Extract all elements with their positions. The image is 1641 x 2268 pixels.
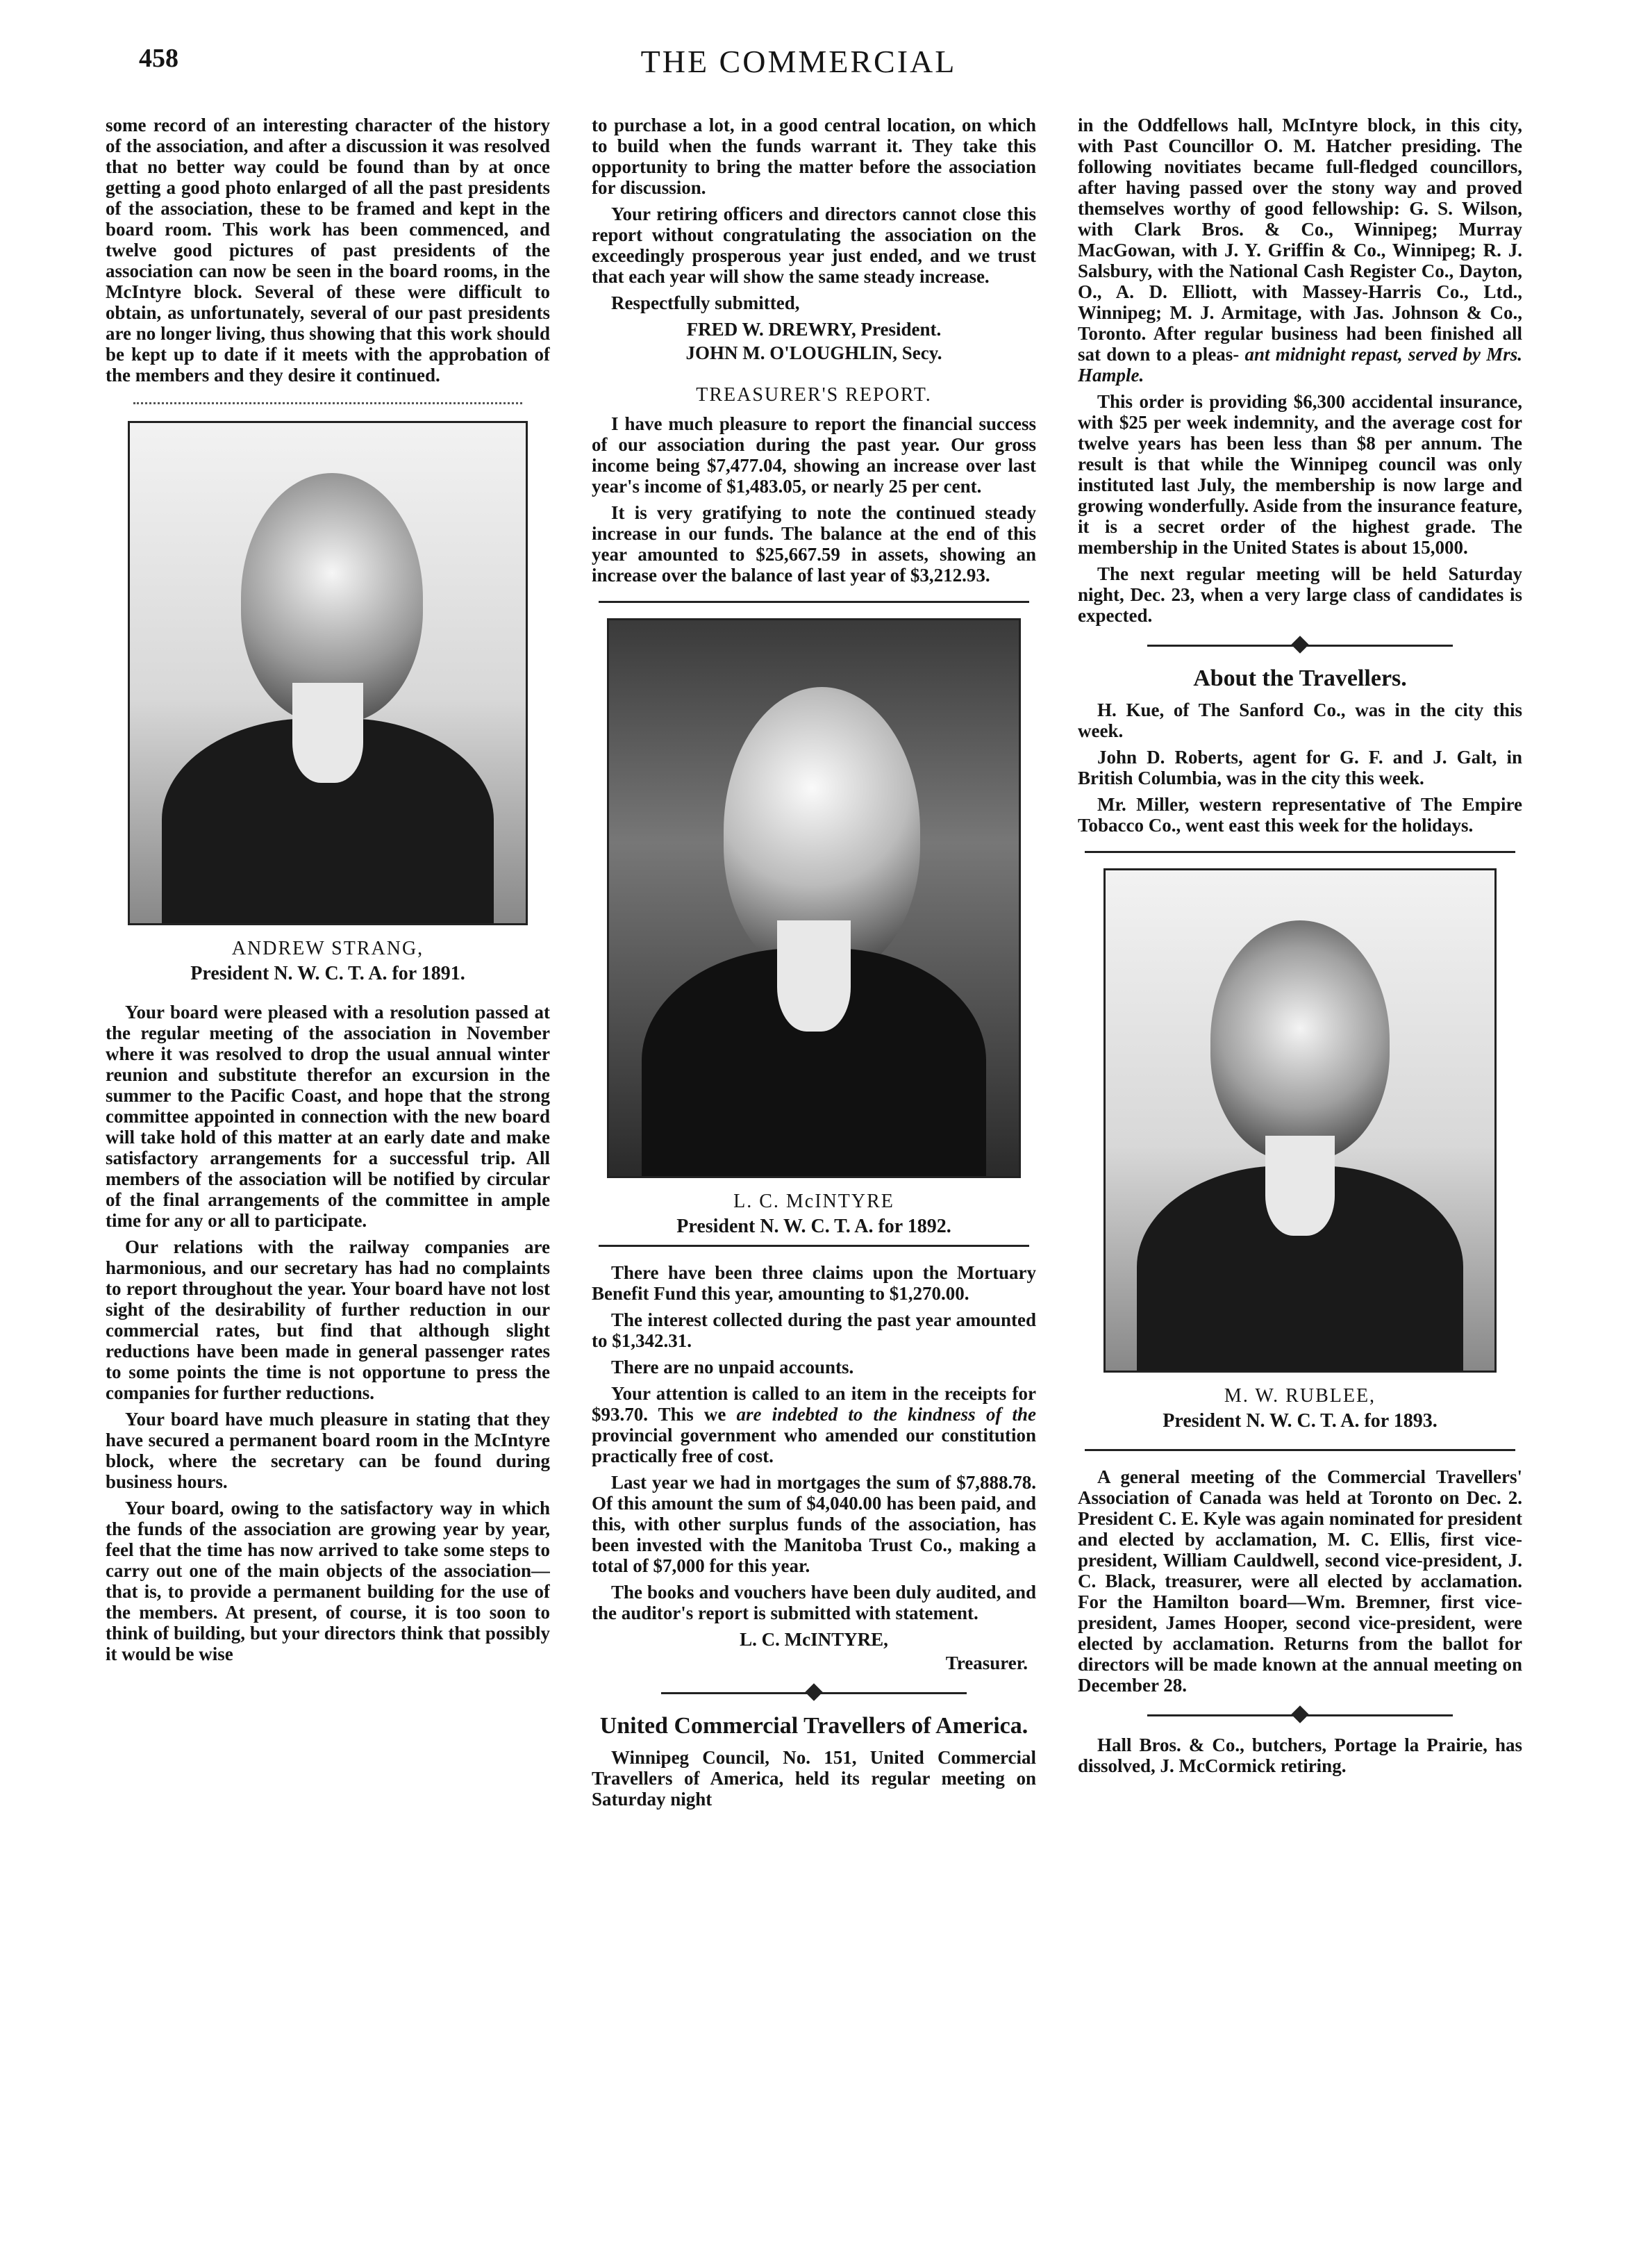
text-run: provincial government who amended our constitution practically free of cost. [592,1425,1036,1466]
section-heading-travellers: About the Travellers. [1193,665,1407,691]
paragraph: to purchase a lot, in a good central location, on which to build when the funds warrant it. They take this opportunity to bring the matter before the association for discussion. [592,115,1036,198]
paragraph: It is very gratifying to note the continued steady increase in our funds. The balance at the end of this year amounted to $25,667.59 in assets, showing an increase over the balance of last year of $3,212.93. [592,502,1036,586]
ornament-divider [1147,1708,1453,1722]
text-run: in the Oddfellows hall, McIntyre block, in this city, with Past Councillor O. M. Hatcher presiding. The following novitiates became full-fledged councillors, after having passed over the stony way and proved themselves worthy of good fellowship: G. S. Wilson, with Clark Bros. & Co., Winnipeg; Murray MacGowan, with J. Y. Griffin & Co., Winnipeg; R. J. Salsbury, with the National Cash Register Co., Dayton, O., A. D. Elliott, with Massey-Harris Co., Ltd., Winnipeg; M. J. Armitage, with Jas. Johnson & Co., Toronto. After regular business had been finished all sat down to a pleas- [1078,115,1522,365]
caption-name: L. C. McINTYRE [733,1191,894,1212]
portrait-collar [292,683,364,783]
paragraph: There are no unpaid accounts. [611,1357,854,1377]
section-heading-treasurer: TREASURER'S REPORT. [696,384,932,406]
paragraph: The interest collected during the past year amounted to $1,342.31. [592,1309,1036,1351]
portrait-head [1210,920,1390,1161]
paragraph: Last year we had in mortgages the sum of $7,888.78. Of this amount the sum of $4,040.00 has been paid, and this, with other surplus funds of the association, has been invested with the Manitoba Trust Co., making a total of $7,000 for this year. [592,1472,1036,1576]
paragraph: Mr. Miller, western representative of The Empire Tobacco Co., went east this week for the holidays. [1078,794,1522,836]
paragraph [592,1383,1036,1466]
text-run: Your attention is called to an item in the receipts for $93.70. This we [592,1383,1036,1425]
caption-name: ANDREW STRANG, [231,938,424,959]
portrait-collar [1265,1136,1335,1236]
divider [599,601,1029,603]
portrait-collar [777,920,851,1032]
portrait-andrew-strang [128,421,528,925]
ornament-divider [1147,638,1453,652]
divider [1085,851,1515,853]
paragraph: H. Kue, of The Sanford Co., was in the city this week. [1078,700,1522,741]
paragraph: I have much pleasure to report the financial success of our association during the past year. Our gross income being $7,477.04, showing an increase over last year's income of $1,483.05, or nearly 25 per cent. [592,413,1036,497]
page-number: 458 [139,44,178,73]
signature-treasurer: L. C. McINTYRE, [740,1629,888,1650]
portrait-mw-rublee [1103,868,1497,1373]
paragraph [1078,115,1522,386]
divider [133,402,522,404]
portrait-lc-mcintyre [607,618,1021,1178]
caption-title: President N. W. C. T. A. for 1892. [676,1216,951,1237]
caption-name: M. W. RUBLEE, [1224,1385,1376,1407]
journal-title: THE COMMERCIAL [640,44,957,79]
italic-run: are indebted to the kindness of the [736,1404,1036,1425]
paragraph: Winnipeg Council, No. 151, United Commercial Travellers of America, held its regular meeting on Saturday night [592,1747,1036,1810]
paragraph: Respectfully submitted, [611,292,800,313]
column-3 [1078,115,1522,2240]
signature-secretary: JOHN M. O'LOUGHLIN, Secy. [685,342,942,363]
paragraph: Your board, owing to the satisfactory way in which the funds of the association are growing year by year, feel that the time has now arrived to take some steps to carry out one of the main objects of the association—that is, to provide a permanent building for the use of the members. At present, of course, it is too soon to think of building, but your directors think that possibly it would be wise [106,1498,550,1664]
column-2 [592,115,1036,2240]
paragraph: The next regular meeting will be held Saturday night, Dec. 23, when a very large class of candidates is expected. [1078,563,1522,626]
paragraph: Your board have much pleasure in stating that they have secured a permanent board room in the McIntyre block, where the secretary can be found during business hours. [106,1409,550,1492]
paragraph: Your board were pleased with a resolution passed at the regular meeting of the association in November where it was resolved to drop the usual annual winter reunion and substitute therefor an excursion in the summer to the Pacific Coast, and hope that the strong committee appointed in connection with the new board will take hold of this matter at an early date and make satisfactory arrangements for a successful trip. All members of the association will be notified by circular of the final arrangements of the committee in ample time for any or all to participate. [106,1002,550,1231]
paragraph: The books and vouchers have been duly audited, and the auditor's report is submitted with statement. [592,1582,1036,1623]
divider [599,1245,1029,1247]
signature-role: Treasurer. [945,1653,1028,1673]
signature-president: FRED W. DREWRY, President. [686,319,942,340]
paragraph: A general meeting of the Commercial Travellers' Association of Canada was held at Toronto on Dec. 2. President C. E. Kyle was again nominated for president and elected by acclamation, M. C. Ellis, first vice-president, William Cauldwell, second vice-president, J. C. Black, treasurer, were all elected by acclamation. For the Hamilton board—Wm. Bremner, first vice-president, James Hooper, second vice-president, were elected by acclamation. Returns from the ballot for directors will be made known at the annual meeting on December 28. [1078,1466,1522,1696]
paragraph: This order is providing $6,300 accidental insurance, with $25 per week indemnity, and the average cost for twelve years has been less than $8 per annum. The result is that while the Winnipeg council was only instituted last July, the membership is now large and growing wonderfully. Aside from the insurance feature, it is a secret order of the highest grade. The membership in the United States is about 15,000. [1078,391,1522,558]
caption-title: President N. W. C. T. A. for 1891. [190,963,465,984]
paragraph: some record of an interesting character of the history of the association, and after a discussion it was resolved that no better way could be found than by at once getting a good photo enlarged of all the past presidents of the association, these to be framed and kept in the board room. This work has been commenced, and twelve good pictures of past presidents of the association can now be seen in the board rooms, in the McIntyre block. Several of these were difficult to obtain, as unfortunately, several of our past presidents are no longer living, thus showing that this work should be kept up to date if it meets with the approbation of the members and they desire it continued. [106,115,550,386]
paragraph: Hall Bros. & Co., butchers, Portage la Prairie, has dissolved, J. McCormick retiring. [1078,1735,1522,1776]
paragraph: Your retiring officers and directors cannot close this report without congratulating the association on the exceedingly prosperous year just ended, and we trust that each year will show the same steady increase. [592,204,1036,287]
ornament-divider [661,1686,967,1700]
section-heading-uct: United Commercial Travellers of America. [599,1713,1028,1739]
column-1 [106,115,550,2240]
caption-title: President N. W. C. T. A. for 1893. [1163,1410,1438,1432]
italic-run: ant midnight repast, served by Mrs. Hample. [1078,344,1522,386]
page-header [139,43,1458,92]
paragraph: Our relations with the railway companies are harmonious, and our secretary has had no complaints to report throughout the year. Your board have not lost sight of the desirability of further reduction in our commercial rates, but find that although slight reductions have been made in general passenger rates to some points the time is not opportune to press the companies for further reductions. [106,1236,550,1403]
paragraph: There have been three claims upon the Mortuary Benefit Fund this year, amounting to $1,270.00. [592,1262,1036,1304]
divider [1085,1449,1515,1451]
paragraph: John D. Roberts, agent for G. F. and J. Galt, in British Columbia, was in the city this week. [1078,747,1522,788]
